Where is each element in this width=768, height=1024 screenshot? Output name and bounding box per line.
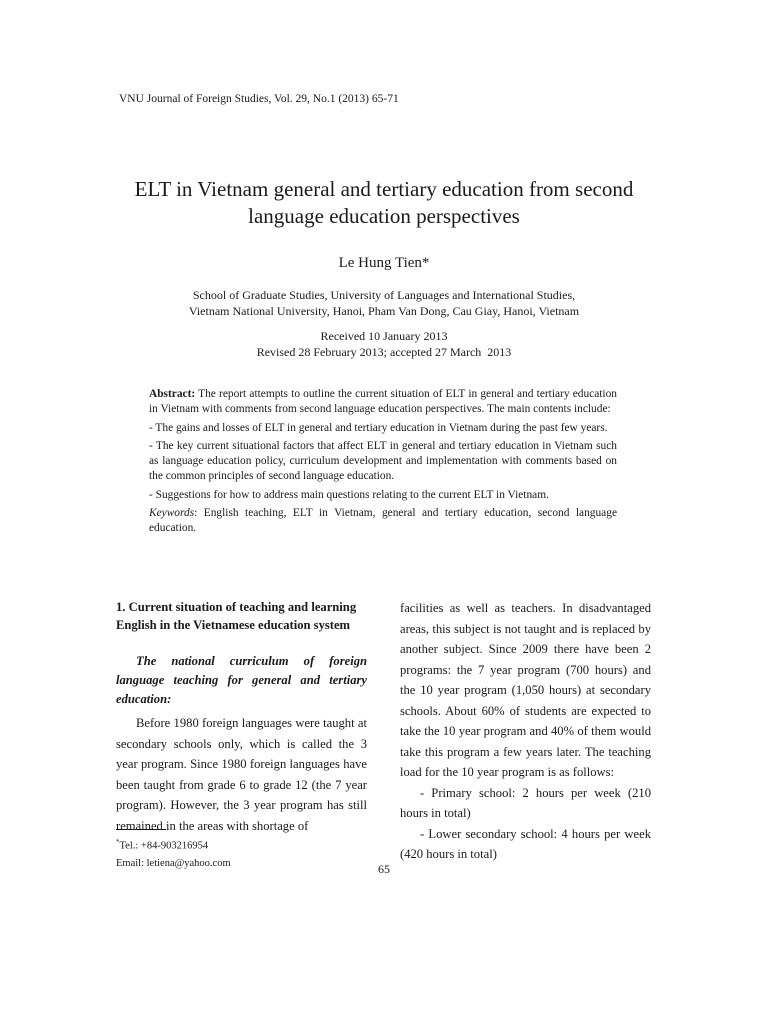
right-column [400,598,651,865]
footnote-email: Email: letiena@yahoo.com [116,857,231,869]
body-paragraph-1: Before 1980 foreign languages were taught at secondary schools only, which is called the 3 year program. Since 1980 foreign languages have been taught from grade 6 to grade 12 (the 7 year program). However, the 3 year program has still remained in the areas with shortage of [116,716,367,833]
footnote-tel-text: Tel.: +84-903216954 [119,840,209,852]
abstract [149,387,617,540]
left-column [116,598,367,836]
affiliation-line-2: Vietnam National University, Hanoi, Pham Van Dong, Cau Giay, Hanoi, Vietnam [188,304,580,318]
paper-title [80,176,688,230]
title-line-1: ELT in Vietnam general and tertiary education from second [134,177,634,201]
footnote-mark: * [116,838,120,846]
received-date: Received 10 January 2013 [320,329,448,343]
page-number: 65 [378,862,390,876]
affiliation-line-1: School of Graduate Studies, University of Languages and International Studies, [192,288,576,302]
keywords-text: : English teaching, ELT in Vietnam, general and tertiary education, second language education. [149,507,617,535]
footnote-tel [116,834,231,855]
dates-block [120,328,648,360]
body-paragraph-2: facilities as well as teachers. In disadvantaged areas, this subject is not taught and is replaced by another subject. Since 2009 there have been 2 programs: the 7 year program (700 hours) and the 10 year program (1,050 hours) at secondary schools. About 60% of students are expected to take the 10 year program and 40% of them would take this program a few years later. The teaching load for the 10 year program is as follows: [400,601,651,779]
abstract-bullet-1: - The gains and losses of ELT in general and tertiary education in Vietnam during the past few years. [149,421,608,434]
section-subheading: The national curriculum of foreign language teaching for general and tertiary education: [116,654,367,706]
footnote-divider [116,829,166,830]
list-item-primary: - Primary school: 2 hours per week (210 hours in total) [400,785,651,820]
revised-accepted-dates: Revised 28 February 2013; accepted 27 March 2013 [256,345,512,359]
abstract-bullet-3: - Suggestions for how to address main questions relating to the current ELT in Vietnam. [149,488,549,501]
abstract-label: Abstract: [149,388,196,400]
keywords-label: Keywords [149,507,195,520]
affiliation [120,287,648,319]
list-item-lower-secondary: - Lower secondary school: 4 hours per week (420 hours in total) [400,826,651,861]
abstract-intro [149,387,617,418]
author-name: Le Hung Tien* [338,255,430,271]
title-line-2: language education perspectives [248,204,520,228]
section-heading: 1. Current situation of teaching and learning English in the Vietnamese education system [116,600,357,632]
keywords [149,506,617,537]
journal-citation: VNU Journal of Foreign Studies, Vol. 29, No.1 (2013) 65-71 [119,93,399,105]
abstract-bullet-2: - The key current situational factors that affect ELT in general and tertiary education in Vietnam such as language education policy, curriculum development and implementation with comments based on the common principles of second language education. [149,439,617,483]
abstract-intro-text: The report attempts to outline the current situation of ELT in general and tertiary education in Vietnam with comments from second language education perspectives. The main contents include: [149,388,617,416]
